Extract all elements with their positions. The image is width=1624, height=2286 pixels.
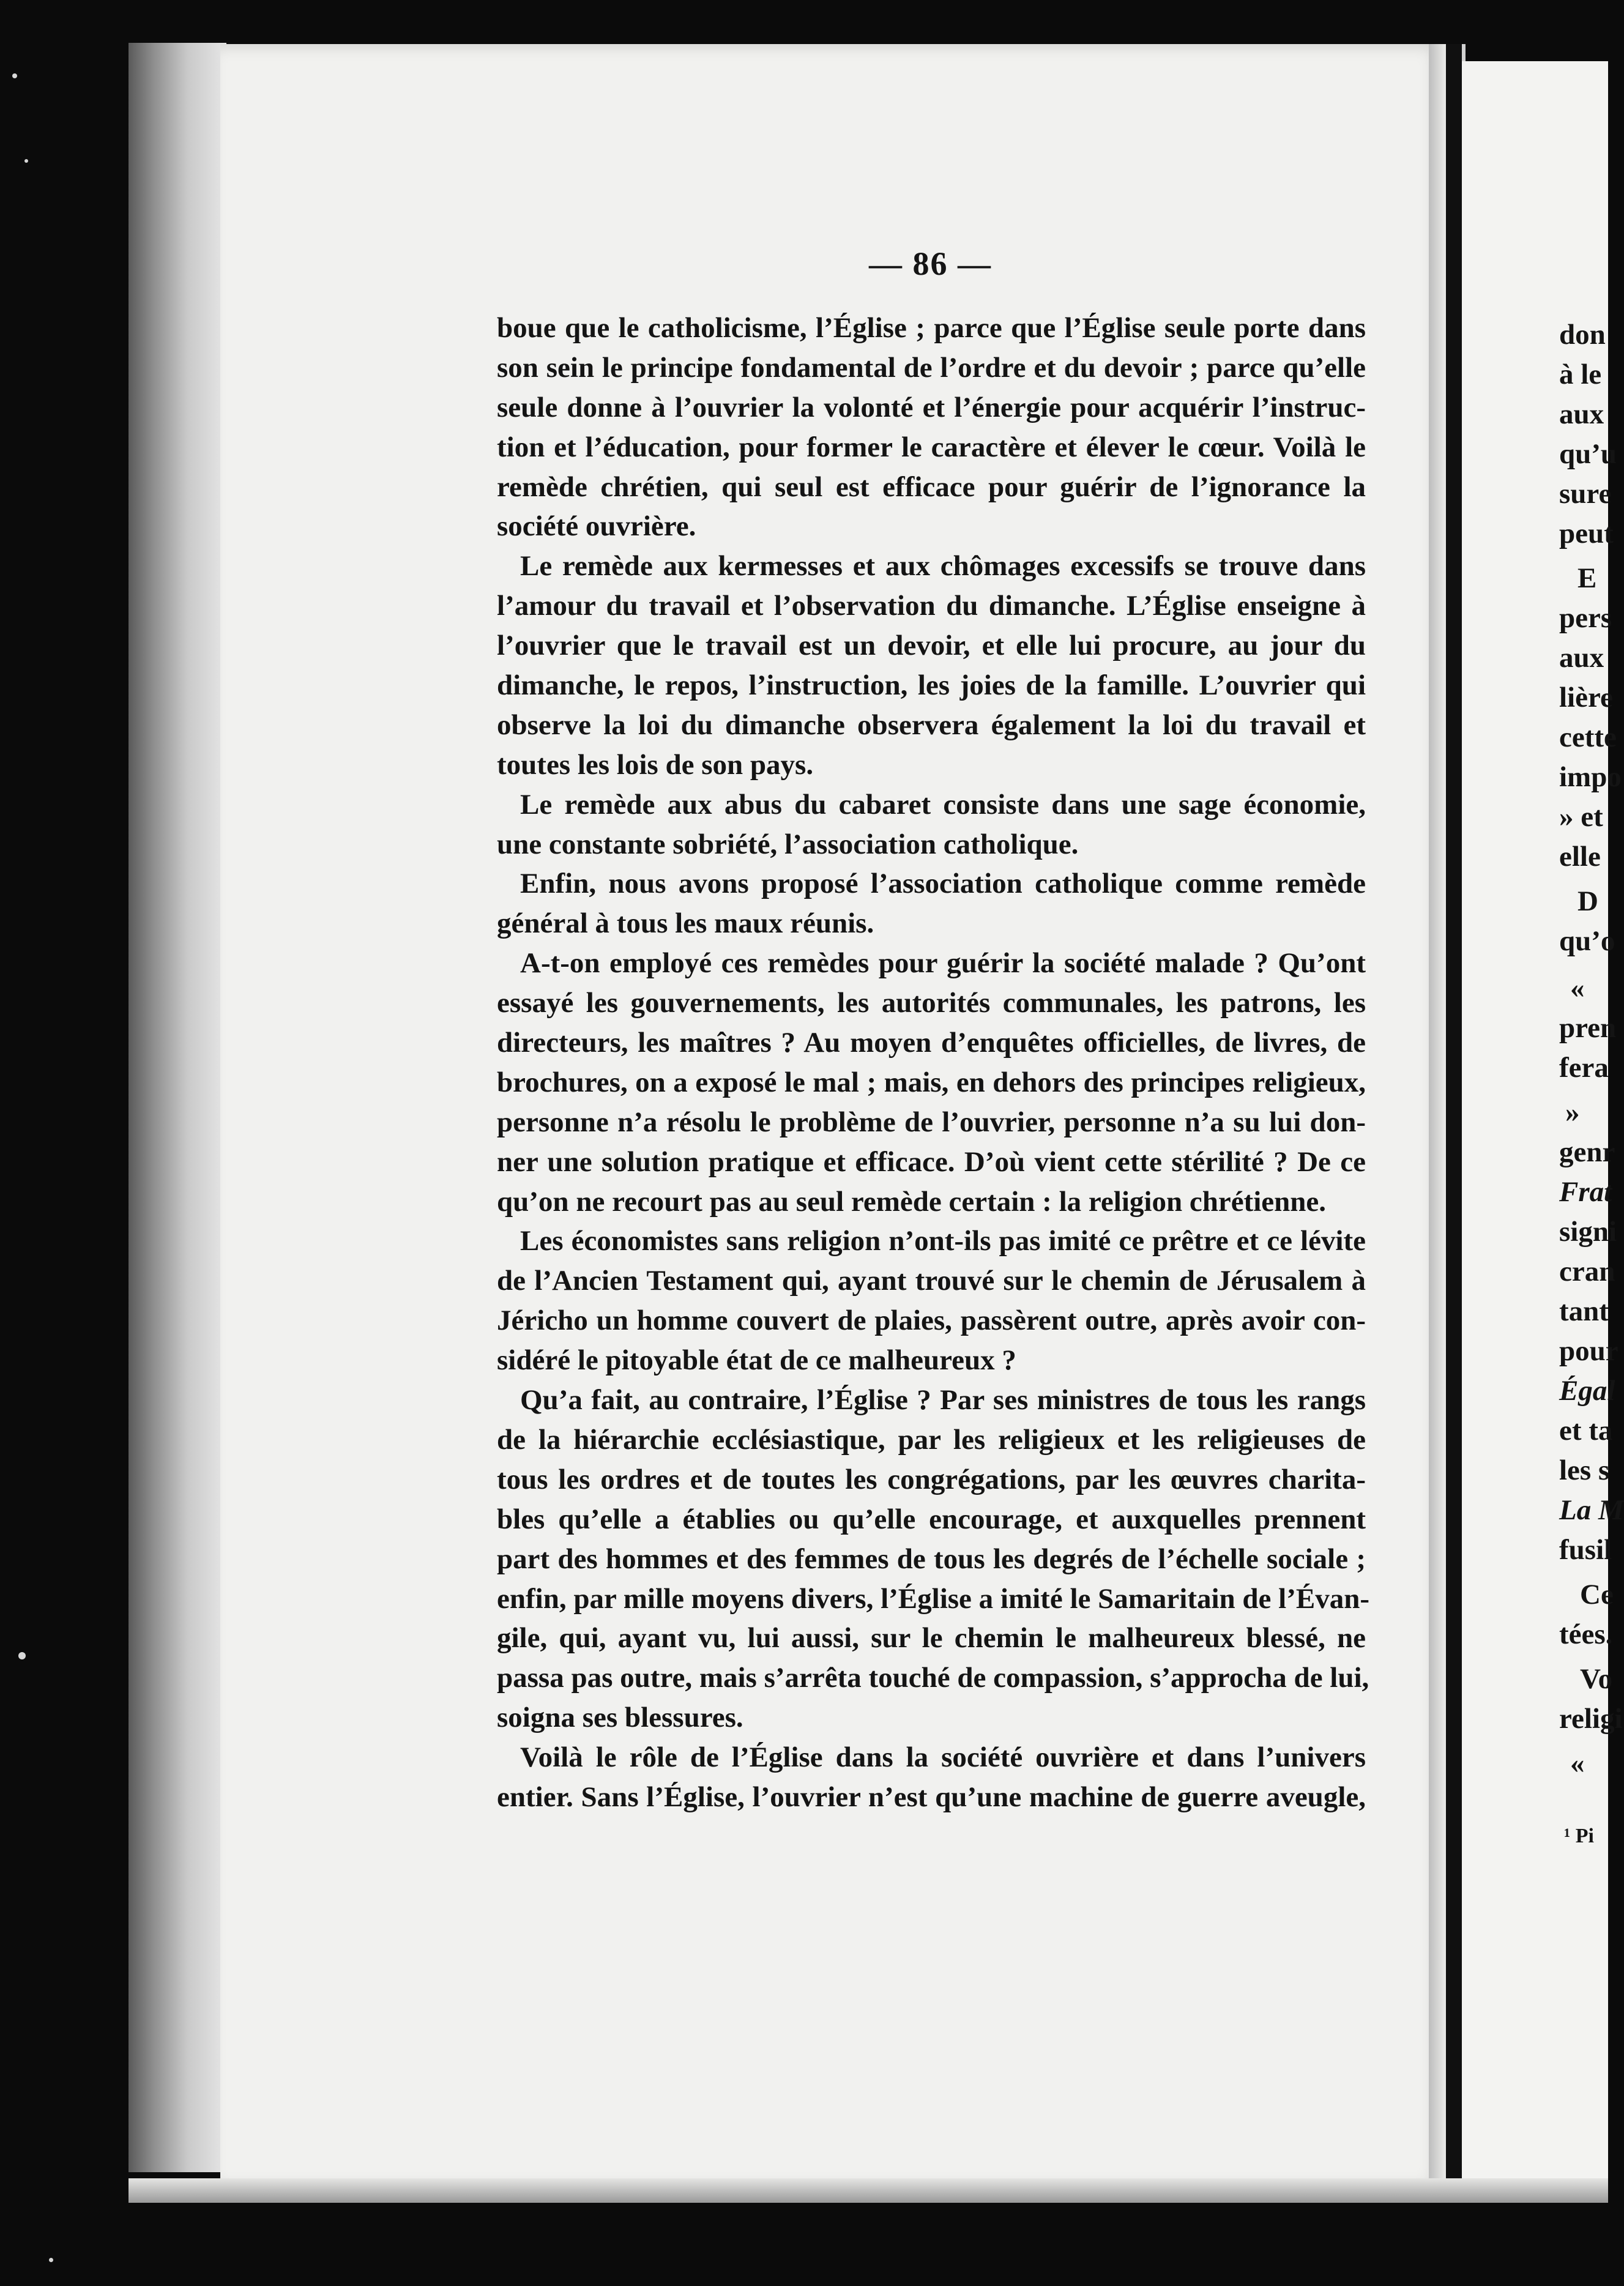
body-text	[497, 308, 1370, 1817]
text-line: bles qu’elle a établies ou qu’elle encourage, et auxquelles prennent	[497, 1503, 1366, 1535]
text-line: Enfin, nous avons proposé l’association catholique comme remède	[520, 868, 1366, 900]
text-line: Le remède aux kermesses et aux chômages excessifs se trouve dans	[520, 550, 1366, 583]
page-edge	[129, 43, 226, 2172]
facing-page-fragment: »	[1565, 1096, 1580, 1128]
dust-speck	[24, 159, 28, 163]
text-line: l’ouvrier que le travail est un devoir, et elle lui procure, au jour du	[497, 630, 1366, 662]
facing-page-fragment: pren	[1559, 1012, 1617, 1044]
page-bottom-edge	[129, 2178, 1608, 2203]
facing-page-fragment: cette	[1559, 721, 1617, 753]
text-line: qu’on ne recourt pas au seul remède certain : la religion chrétienne.	[497, 1185, 1327, 1218]
facing-page-fragment: religi	[1559, 1703, 1623, 1735]
text-line: Le remède aux abus du cabaret consiste dans une sage économie,	[520, 788, 1366, 821]
text-line: remède chrétien, qui seul est efficace pour guérir de l’ignorance la	[497, 471, 1366, 503]
facing-page-fragment: aux	[1559, 398, 1604, 430]
facing-page-fragment: les s	[1559, 1454, 1610, 1486]
facing-page-fragment: fera	[1559, 1052, 1609, 1084]
facing-page-fragment: sure	[1559, 478, 1612, 510]
text-line: ner une solution pratique et efficace. D’où vient cette stérilité ? De ce	[497, 1145, 1366, 1178]
text-line: Jéricho un homme couvert de plaies, passèrent outre, après avoir con-	[497, 1305, 1366, 1337]
facing-page-fragment: qu’u	[1559, 438, 1617, 470]
facing-page-fragment: peut	[1559, 518, 1614, 549]
text-line: Les économistes sans religion n’ont-ils pas imité ce prêtre et ce lévite	[520, 1225, 1366, 1257]
facing-page-fragment: pour	[1559, 1335, 1618, 1367]
facing-page-fragment: aux	[1559, 642, 1604, 674]
facing-page-fragment: cran	[1559, 1256, 1615, 1287]
facing-page-fragment: D	[1577, 885, 1598, 917]
text-line: personne n’a résolu le problème de l’ouvrier, personne n’a su lui don-	[497, 1106, 1366, 1138]
text-line: essayé les gouvernements, les autorités communales, les patrons, les	[497, 987, 1366, 1019]
facing-page-fragment: Égal	[1559, 1375, 1615, 1407]
facing-page-fragment: tant	[1559, 1295, 1609, 1327]
facing-page-fragment: lière	[1559, 682, 1613, 713]
facing-page-fragment: ¹ Pi	[1564, 1825, 1594, 1847]
facing-page-fragment: don	[1559, 319, 1606, 351]
text-line: société ouvrière.	[497, 510, 696, 543]
facing-page-fragment: genr	[1559, 1136, 1615, 1168]
dust-speck	[12, 73, 17, 78]
facing-page-fragment: signi	[1559, 1216, 1617, 1248]
facing-page-fragment: Frat	[1559, 1176, 1612, 1208]
text-line: tous les ordres et de toutes les congrégations, par les œuvres charita-	[497, 1463, 1366, 1495]
text-line: seule donne à l’ouvrier la volonté et l’énergie pour acquérir l’instruc-	[497, 391, 1366, 423]
facing-page-fragment: La M	[1559, 1494, 1624, 1526]
text-line: boue que le catholicisme, l’Église ; parce que l’Église seule porte dans	[497, 312, 1366, 344]
text-line: passa pas outre, mais s’arrêta touché de compassion, s’approcha de lui,	[497, 1662, 1369, 1694]
text-line: A-t-on employé ces remèdes pour guérir la société malade ? Qu’ont	[520, 947, 1366, 980]
text-line: brochures, on a exposé le mal ; mais, en dehors des principes religieux,	[497, 1066, 1366, 1098]
facing-page-fragment: pers	[1559, 602, 1612, 634]
text-line: gile, qui, ayant vu, lui aussi, sur le chemin le malheureux blessé, ne	[497, 1622, 1366, 1655]
text-line: part des hommes et des femmes de tous les degrés de l’échelle sociale ;	[497, 1543, 1366, 1575]
text-line: son sein le principe fondamental de l’ordre et du devoir ; parce qu’elle	[497, 351, 1366, 384]
facing-page-fragment: E	[1577, 562, 1597, 594]
facing-page-fragment: elle	[1559, 841, 1601, 873]
facing-page-fragment: fusil	[1559, 1534, 1612, 1566]
facing-page-fragment: Vo	[1580, 1663, 1613, 1695]
dust-speck	[18, 1652, 26, 1659]
text-line: de la hiérarchie ecclésiastique, par les religieux et les religieuses de	[497, 1423, 1366, 1456]
text-line: tion et l’éducation, pour former le caractère et élever le cœur. Voilà le	[497, 431, 1366, 463]
text-line: général à tous les maux réunis.	[497, 907, 874, 940]
facing-page-fragment: «	[1570, 972, 1585, 1004]
facing-page-fragment: tées.	[1559, 1618, 1613, 1650]
text-line: dimanche, le repos, l’instruction, les joies de la famille. L’ouvrier qui	[497, 669, 1366, 702]
text-line: enfin, par mille moyens divers, l’Église a imité le Samaritain de l’Évan-	[497, 1582, 1370, 1615]
text-line: une constante sobriété, l’association catholique.	[497, 828, 1079, 860]
facing-page-fragment: et ta	[1559, 1415, 1613, 1446]
text-line: entier. Sans l’Église, l’ouvrier n’est qu’une machine de guerre aveugle,	[497, 1781, 1366, 1813]
facing-page-fragment: » et	[1559, 801, 1603, 833]
facing-page-fragment: Ce	[1580, 1579, 1614, 1610]
dust-speck	[49, 2258, 53, 2262]
text-line: sidéré le pitoyable état de ce malheureux ?	[497, 1344, 1016, 1377]
facing-page-fragment: «	[1570, 1748, 1585, 1779]
facing-page-fragment: impo	[1559, 761, 1622, 793]
page-number: — 86 —	[869, 245, 992, 282]
text-line: toutes les lois de son pays.	[497, 748, 814, 781]
binding-shadow	[1446, 44, 1462, 2189]
text-line: directeurs, les maîtres ? Au moyen d’enquêtes officielles, de livres, de	[497, 1027, 1366, 1059]
text-line: Qu’a fait, au contraire, l’Église ? Par ses ministres de tous les rangs	[520, 1384, 1366, 1417]
facing-page-fragment: qu’o	[1559, 925, 1615, 957]
facing-page-fragment: à le	[1559, 359, 1602, 390]
text-line: observe la loi du dimanche observera également la loi du travail et	[497, 709, 1366, 741]
text-line: de l’Ancien Testament qui, ayant trouvé sur le chemin de Jérusalem à	[497, 1265, 1366, 1297]
text-line: Voilà le rôle de l’Église dans la société ouvrière et dans l’univers	[520, 1741, 1366, 1774]
text-line: soigna ses blessures.	[497, 1702, 743, 1734]
text-line: l’amour du travail et l’observation du dimanche. L’Église enseigne à	[497, 590, 1366, 622]
